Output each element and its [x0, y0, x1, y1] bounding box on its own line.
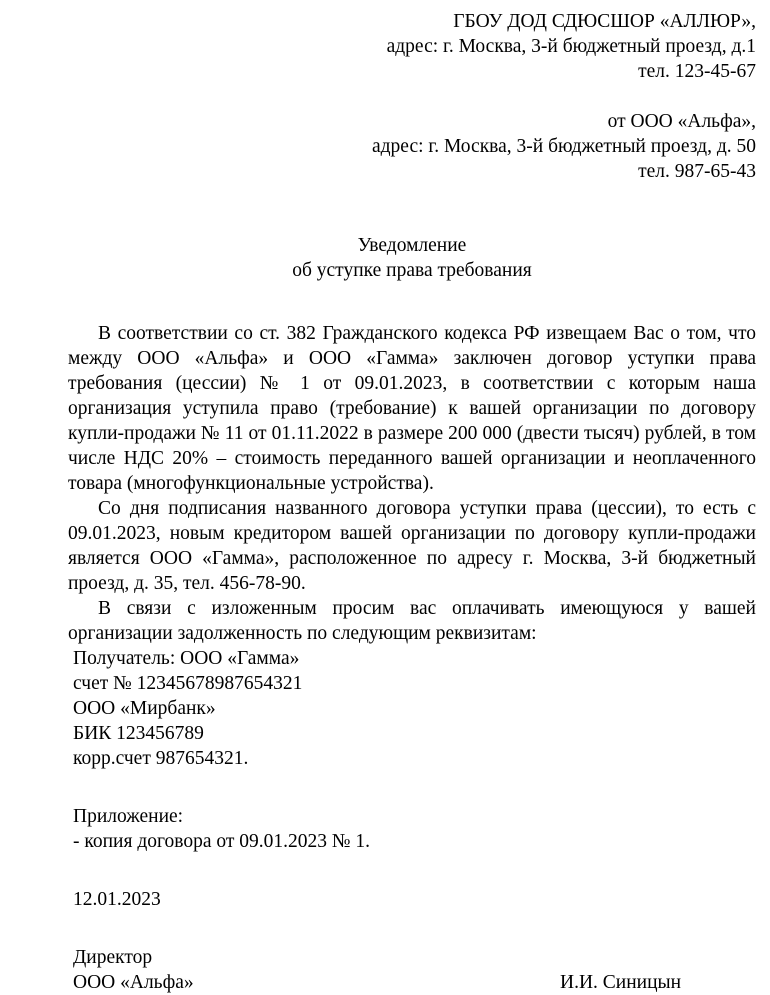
appendix-label: Приложение: [73, 806, 184, 827]
requisite-bank-name: ООО «Мирбанк» [73, 698, 216, 719]
sender-phone: тел. 987-65-43 [638, 161, 756, 182]
title-line-1: Уведомление [357, 235, 467, 256]
recipient-name: ГБОУ ДОД СДЮСШОР «АЛЛЮР», [453, 11, 756, 32]
requisite-corr-account: корр.счет 987654321. [73, 748, 249, 769]
document-date: 12.01.2023 [73, 889, 161, 910]
body-paragraph-2: Со дня подписания названного договора уступки права (цессии), то есть с 09.01.2023, новым кредитором вашей организации по договору купли-продажи является ООО «Гамма», расположенное по адресу г. Москва, 3-й бюджетный проезд, д. 35, тел. 456-78-90. [68, 498, 756, 594]
signatory-name: И.И. Синицын [560, 972, 682, 993]
appendix-block [68, 804, 756, 854]
body-paragraph-3: В связи с изложенным просим вас оплачивать имеющуюся у вашей организации задолженность по следующим реквизитам: [68, 598, 756, 644]
recipient-address: адрес: г. Москва, 3-й бюджетный проезд, д.1 [386, 36, 756, 57]
header-sender-block [68, 109, 756, 184]
signatory-role: Директор [73, 947, 153, 968]
recipient-phone: тел. 123-45-67 [638, 61, 756, 82]
appendix-item-1: - копия договора от 09.01.2023 № 1. [73, 831, 370, 852]
body-paragraph-1: В соответствии со ст. 382 Гражданского кодекса РФ извещаем Вас о том, что между ООО «Альфа» и ООО «Гамма» заключен договор уступки права требования (цессии) № 1 от 09.01.2023, в соответствии с которым наша организация уступила право (требование) к вашей организации по договору купли-продажи № 11 от 01.11.2022 в размере 200 000 (двести тысяч) рублей, в том числе НДС 20% – стоимость переданного вашей организации и неоплаченного товара (многофункциональные устройства). [68, 323, 756, 494]
sender-address: адрес: г. Москва, 3-й бюджетный проезд, д. 50 [371, 136, 756, 157]
sender-name: от ООО «Альфа», [607, 111, 756, 132]
requisite-account-number: счет № 12345678987654321 [73, 673, 303, 694]
document-title [68, 233, 756, 283]
signature-block [68, 945, 756, 995]
requisite-bik: БИК 123456789 [73, 723, 204, 744]
document-content [68, 0, 756, 995]
header-recipient-block [68, 9, 756, 84]
requisite-payee: Получатель: ООО «Гамма» [73, 648, 300, 669]
title-line-2: об уступке права требования [292, 260, 532, 281]
signature-row [73, 970, 756, 995]
bank-requisites-block [68, 646, 756, 771]
signatory-company: ООО «Альфа» [73, 972, 194, 993]
